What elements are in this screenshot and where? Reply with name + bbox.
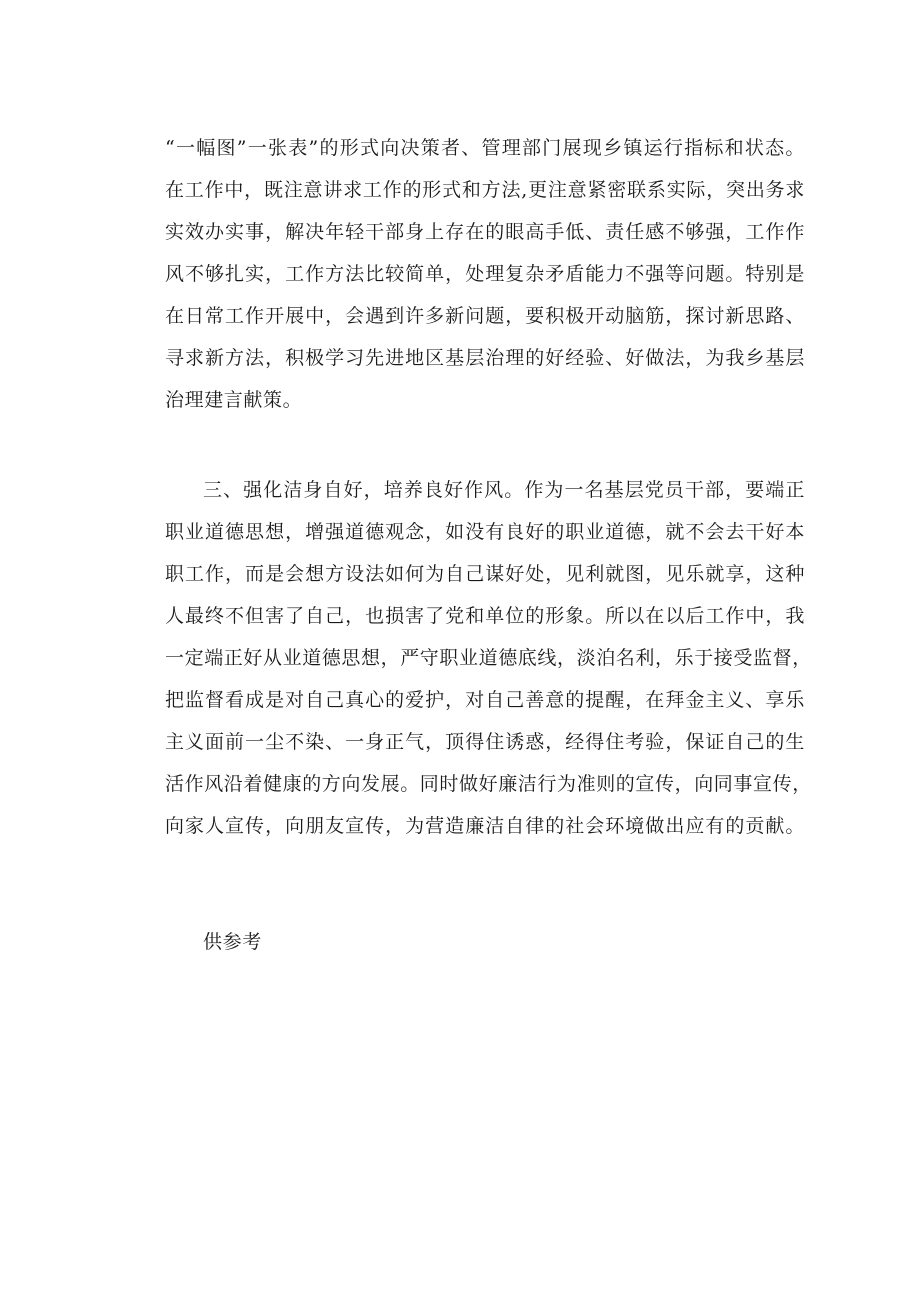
paragraph-line: 把监督看成是对自己真心的爱护，对自己善意的提醒，在拜金主义、享乐 bbox=[165, 689, 805, 711]
paragraph-line: 活作风沿着健康的方向发展。同时做好廉洁行为准则的宣传，向同事宣传， bbox=[165, 773, 812, 795]
paragraph-line: 职工作，而是会想方设法如何为自己谋好处，见利就图，见乐就享，这种 bbox=[165, 563, 805, 585]
paragraph-line: 人最终不但害了自己，也损害了党和单位的形象。所以在以后工作中，我 bbox=[165, 605, 805, 627]
paragraph-line: 职业道德思想，增强道德观念，如没有良好的职业道德，就不会去干好本 bbox=[165, 521, 805, 543]
paragraph-line: 三、强化洁身自好，培养良好作风。作为一名基层党员干部，要端正 bbox=[203, 479, 805, 501]
paragraph-line: 寻求新方法，积极学习先进地区基层治理的好经验、好做法，为我乡基层 bbox=[165, 347, 805, 369]
paragraph-line: “一幅图”一张表”的形式向决策者、管理部门展现乡镇运行指标和状态。 bbox=[165, 137, 805, 159]
paragraph-line: 一定端正好从业道德思想，严守职业道德底线，淡泊名利，乐于接受监督， bbox=[165, 647, 812, 669]
paragraph-1 bbox=[165, 127, 805, 421]
paragraph-line: 治理建言献策。 bbox=[165, 389, 303, 411]
paragraph-2 bbox=[165, 469, 812, 847]
paragraph-line: 主义面前一尘不染、一身正气，顶得住诱惑，经得住考验，保证自己的生 bbox=[165, 731, 805, 753]
paragraph-line: 风不够扎实，工作方法比较简单，处理复杂矛盾能力不强等问题。特别是 bbox=[165, 263, 805, 285]
paragraph-line: 在工作中，既注意讲求工作的形式和方法,更注意紧密联系实际，突出务求 bbox=[165, 179, 805, 201]
paragraph-line: 在日常工作开展中，会遇到许多新问题，要积极开动脑筋，探讨新思路、 bbox=[165, 305, 805, 327]
paragraph-line: 向家人宣传，向朋友宣传，为营造廉洁自律的社会环境做出应有的贡献。 bbox=[165, 815, 805, 837]
closing-line: 供参考 bbox=[203, 931, 262, 953]
paragraph-line: 实效办实事，解决年轻干部身上存在的眼高手低、责任感不够强，工作作 bbox=[165, 221, 805, 243]
closing-note bbox=[165, 921, 805, 963]
